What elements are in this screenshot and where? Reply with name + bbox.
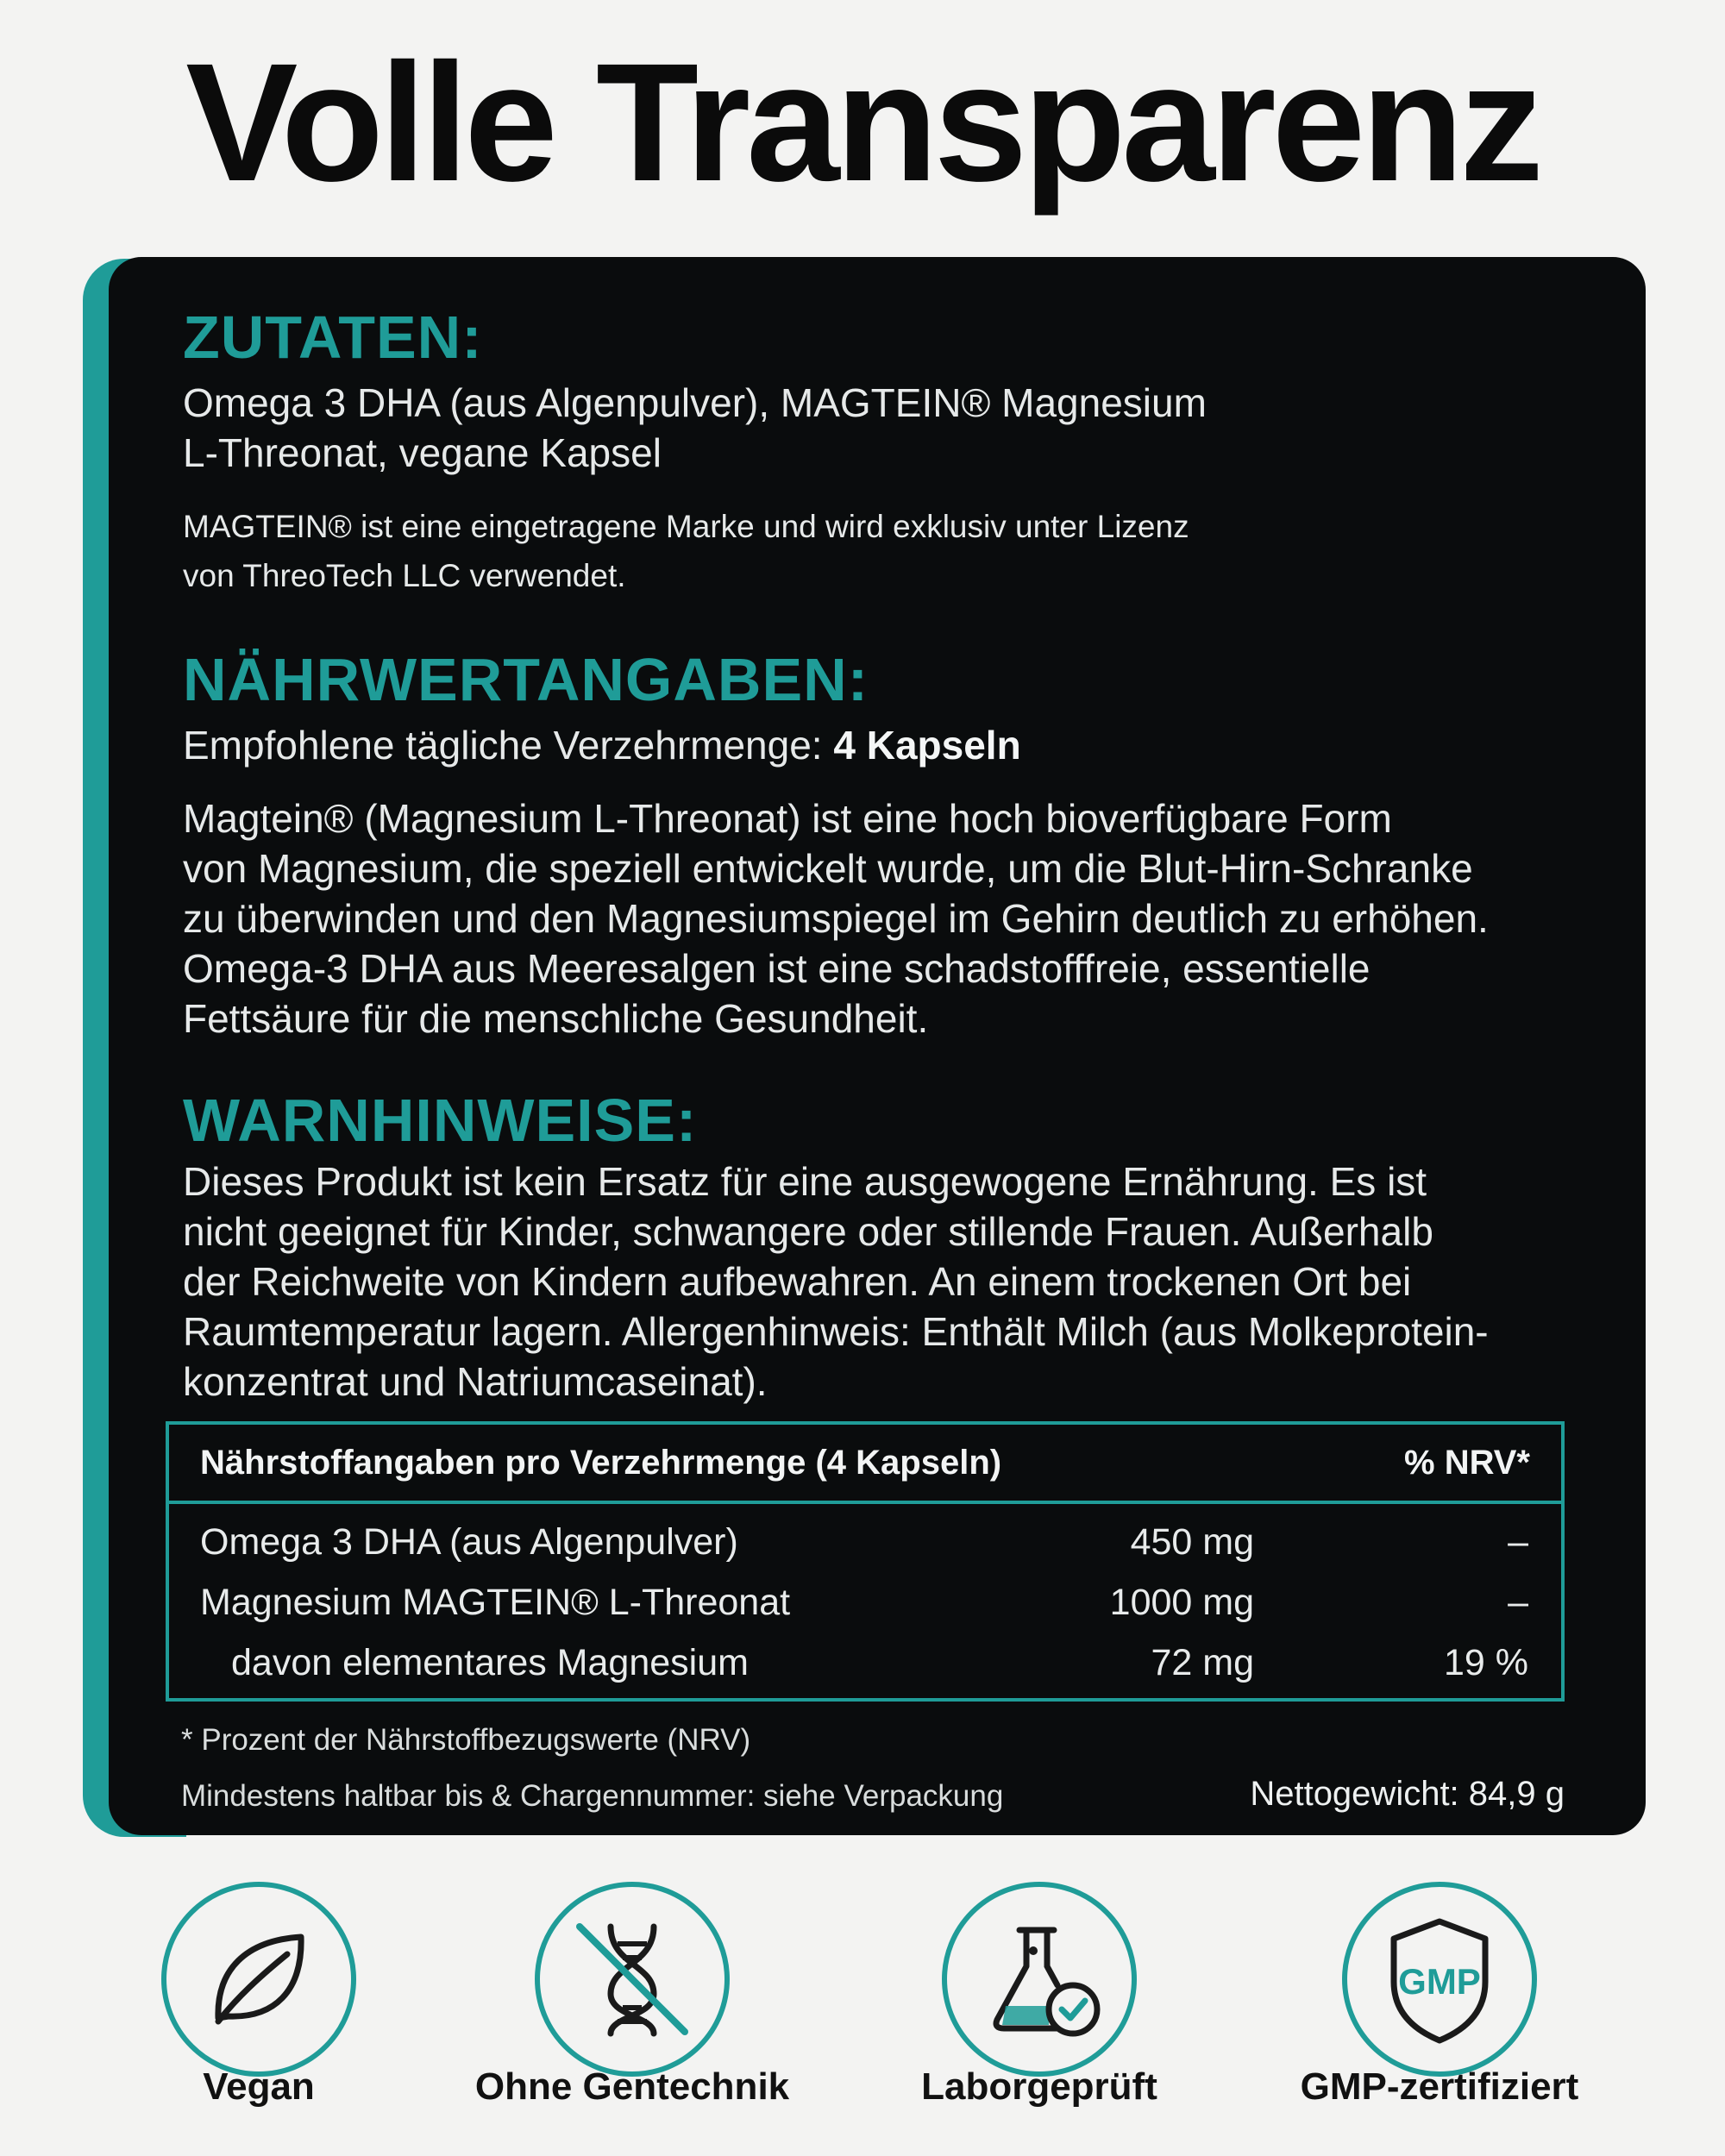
nutrient-amount: 1000 mg [1109, 1582, 1254, 1623]
badge-label-gmp: GMP-zertifiziert [1300, 2065, 1579, 2108]
ingredients-line-2: L-Threonat, vegane Kapsel [183, 430, 662, 475]
warning-line-2: nicht geeignet für Kinder, schwangere oder stillende Frauen. Außerhalb [183, 1209, 1433, 1254]
badge-label-gmo-free: Ohne Gentechnik [474, 2065, 790, 2108]
table-header [169, 1425, 1561, 1504]
warning-line-5: konzentrat und Natriumcaseinat). [183, 1359, 768, 1404]
warnings-heading: WARNHINWEISE: [183, 1087, 698, 1154]
nutrient-amount: 72 mg [1151, 1642, 1254, 1683]
warning-line-3: der Reichweite von Kindern aufbewahren. An einem trockenen Ort bei [183, 1259, 1412, 1304]
nutrient-name: davon elementares Magnesium [231, 1642, 749, 1683]
dose-value: 4 Kapseln [833, 723, 1021, 768]
nutrient-name: Omega 3 DHA (aus Algenpulver) [200, 1521, 738, 1563]
nutrition-heading: NÄHRWERTANGABEN: [183, 646, 869, 713]
table-header-name: Nährstoffangaben pro Verzehrmenge (4 Kapseln) [200, 1444, 1002, 1482]
nutrient-nrv: – [1508, 1521, 1528, 1563]
warning-line-1: Dieses Produkt ist kein Ersatz für eine ausgewogene Ernährung. Es ist [183, 1159, 1427, 1204]
page-title: Volle Transparenz [185, 28, 1540, 216]
flask-check-icon [947, 1887, 1132, 2071]
description-line-1: Magtein® (Magnesium L-Threonat) ist eine hoch bioverfügbare Form [183, 796, 1392, 841]
ingredients-heading: ZUTATEN: [183, 304, 483, 371]
table-header-nrv: % NRV* [1404, 1444, 1530, 1482]
trademark-note-2: von ThreoTech LLC verwendet. [183, 558, 626, 593]
gmp-shield-icon [1347, 1887, 1532, 2071]
nutrient-nrv: 19 % [1443, 1642, 1528, 1683]
gmp-text: GMP [1398, 1961, 1481, 2002]
description-line-2: von Magnesium, die speziell entwickelt wurde, um die Blut-Hirn-Schranke [183, 846, 1473, 891]
table-row [169, 1635, 1561, 1695]
ingredients-line-1: Omega 3 DHA (aus Algenpulver), MAGTEIN® Magnesium [183, 380, 1207, 425]
dose-label: Empfohlene tägliche Verzehrmenge: [183, 723, 823, 768]
description-line-4: Omega-3 DHA aus Meeresalgen ist eine schadstofffreie, essentielle [183, 946, 1371, 991]
table-row [169, 1575, 1561, 1635]
dose-line [183, 720, 1021, 770]
trademark-note-1: MAGTEIN® ist eine eingetragene Marke und wird exklusiv unter Lizenz [183, 509, 1189, 544]
nutrient-nrv: – [1508, 1582, 1528, 1623]
info-panel [109, 257, 1646, 1835]
gmo-free-badge [535, 1882, 730, 2077]
no-dna-icon [540, 1887, 724, 2071]
nutrient-table [166, 1421, 1565, 1702]
best-before-note: Mindestens haltbar bis & Chargennummer: siehe Verpackung [181, 1779, 1004, 1813]
lab-tested-badge [942, 1882, 1137, 2077]
nutrient-name: Magnesium MAGTEIN® L-Threonat [200, 1582, 791, 1623]
vegan-badge [161, 1882, 356, 2077]
table-row [169, 1514, 1561, 1575]
warning-line-4: Raumtemperatur lagern. Allergenhinweis: Enthält Milch (aus Molkeprotein- [183, 1309, 1489, 1354]
description-line-5: Fettsäure für die menschliche Gesundheit. [183, 996, 929, 1041]
gmp-badge [1342, 1882, 1537, 2077]
net-weight: Nettogewicht: 84,9 g [1250, 1775, 1565, 1813]
badge-label-vegan: Vegan [203, 2065, 315, 2108]
nrv-footnote: * Prozent der Nährstoffbezugswerte (NRV) [181, 1723, 751, 1757]
nutrient-amount: 450 mg [1130, 1521, 1254, 1563]
leaf-icon [166, 1887, 351, 2071]
badge-label-lab-tested: Laborgeprüft [921, 2065, 1157, 2108]
description-line-3: zu überwinden und den Magnesiumspiegel im Gehirn deutlich zu erhöhen. [183, 896, 1489, 941]
